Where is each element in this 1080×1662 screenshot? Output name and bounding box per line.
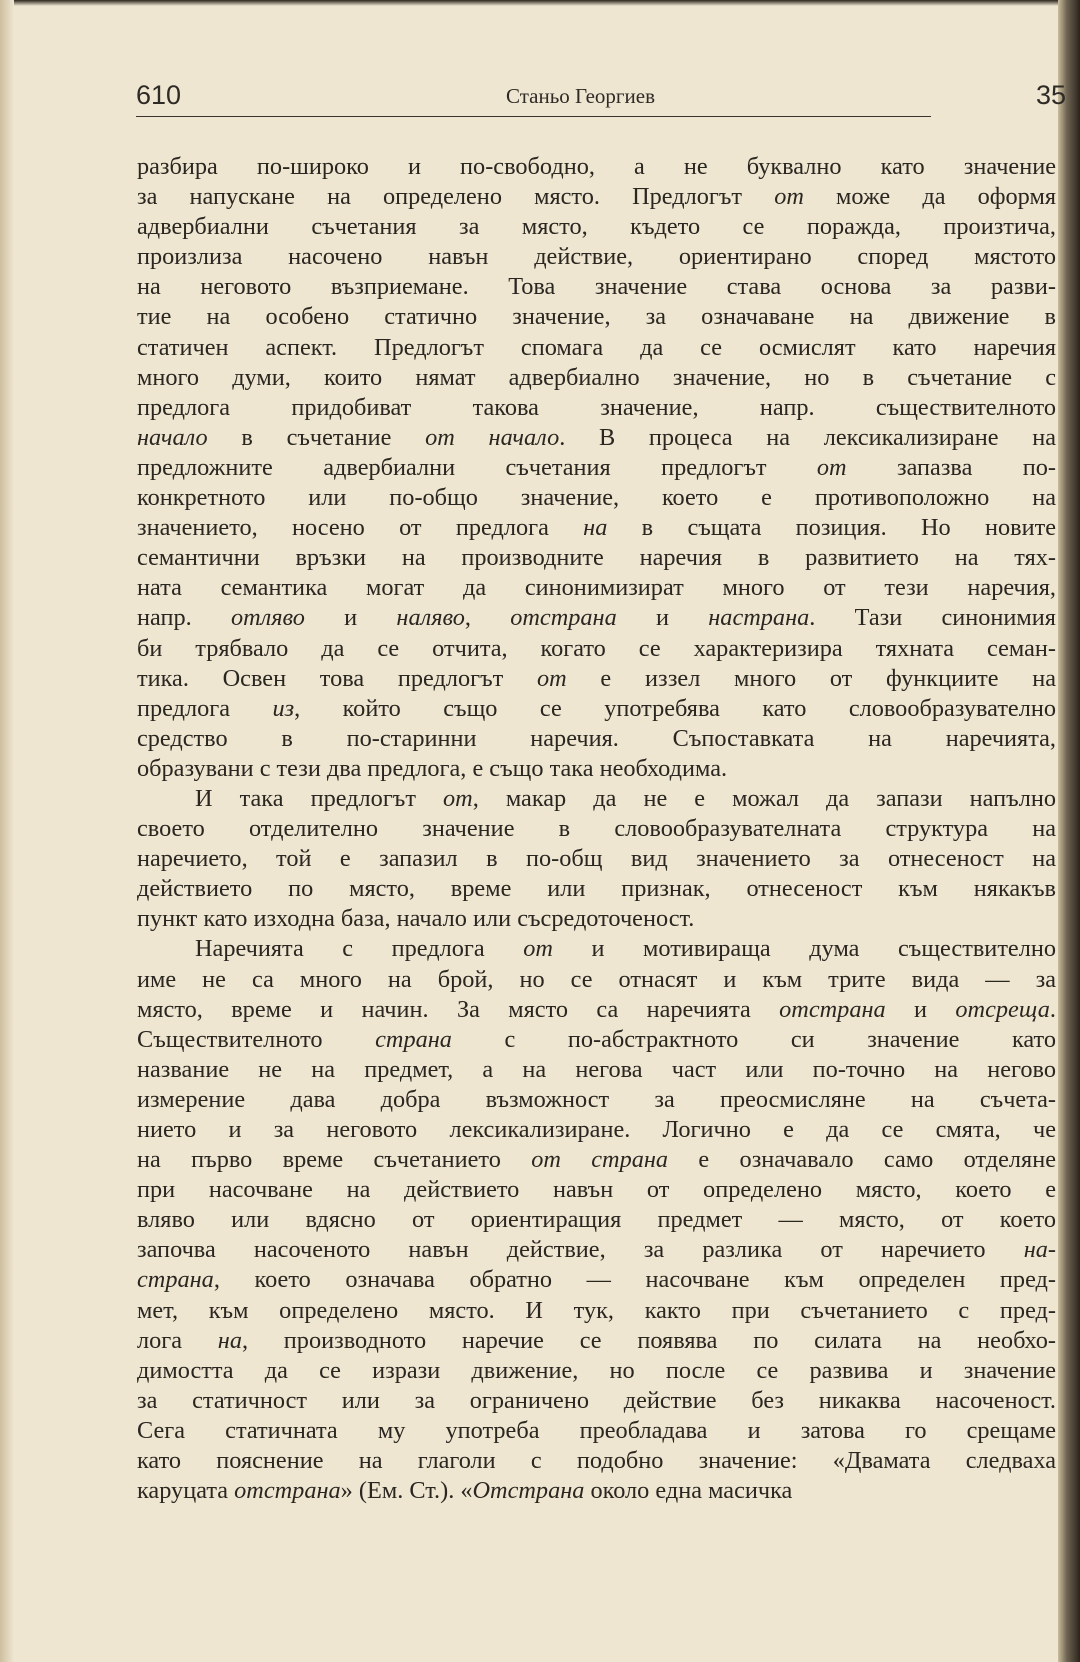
text-line <box>137 393 1056 423</box>
facing-page-number: 35 <box>1036 80 1067 110</box>
text-line <box>137 1145 1056 1175</box>
text-line <box>137 1265 1056 1295</box>
text-run: ната семантика могат да синонимизират много от тези наречия, <box>137 574 1056 602</box>
text-run: с по-абстрактното си значение като <box>451 1025 1056 1053</box>
page-left-edge-shadow <box>0 0 14 1662</box>
text-line <box>137 995 1056 1025</box>
text-line <box>137 1085 1056 1115</box>
text-run: название не на предмет, а на негова част или по-точно на негово <box>137 1055 1056 1083</box>
italic-term: от <box>537 664 567 692</box>
text-line <box>137 1235 1056 1265</box>
text-line <box>137 965 1056 995</box>
italic-term: от <box>523 935 553 963</box>
text-run: семантични връзки на производните наречия в развитието на тях- <box>137 544 1056 572</box>
italic-term: начало <box>137 423 208 451</box>
text-run: каруцата <box>137 1477 235 1505</box>
text-line <box>137 423 1056 453</box>
text-line <box>137 603 1056 633</box>
italic-term: от <box>443 784 473 812</box>
text-line <box>137 814 1056 844</box>
text-run: на първо време съчетанието <box>137 1146 532 1174</box>
text-line <box>137 152 1056 182</box>
text-run: своето отделително значение в словообразувателната структура на <box>137 815 1056 843</box>
text-line <box>137 904 1056 934</box>
text-line <box>137 242 1056 272</box>
text-run: в същата позиция. Но новите <box>607 514 1057 542</box>
text-line <box>137 513 1056 543</box>
text-line <box>137 844 1056 874</box>
text-line <box>137 333 1056 363</box>
text-line <box>137 483 1056 513</box>
text-run: и мотивираща дума съществително <box>552 935 1056 963</box>
text-run: тика. Освен това предлогът <box>137 664 538 692</box>
text-run: , което означава обратно — насочване към определен пред- <box>213 1266 1056 1294</box>
book-spine-shadow <box>1058 0 1080 1662</box>
text-run: и <box>616 604 709 632</box>
text-run: статичен аспект. Предлогът спомага да се осмислят като наречия <box>137 333 1056 361</box>
text-run: като пояснение на глаголи с подобно значение: «Двамата следваха <box>137 1447 1056 1475</box>
text-run: Сега статичната му употреба преобладава и затова го срещаме <box>137 1416 1056 1444</box>
text-run: нието и за неговото лексикализиране. Логично е да се смята, че <box>137 1116 1056 1143</box>
text-line <box>137 182 1056 212</box>
italic-term: от <box>774 183 804 211</box>
text-run: за статичност или за ограничено действие без никаква насоченост. <box>137 1386 1056 1414</box>
paragraph <box>137 934 1056 1506</box>
text-run: би трябвало да се отчита, когато се характеризира тяхната семан- <box>137 634 1056 662</box>
text-run: вляво или вдясно от ориентиращия предмет — място, от което <box>137 1206 1056 1234</box>
text-line <box>137 1025 1056 1055</box>
text-line <box>137 1296 1056 1326</box>
text-run: Съществителното <box>137 1025 376 1053</box>
text-line <box>137 634 1056 664</box>
text-line <box>137 724 1056 754</box>
text-run: наречието, той е запазил в по-общ вид значението за отнесеност на <box>137 845 1056 873</box>
text-line <box>137 1326 1056 1356</box>
text-line <box>137 1205 1056 1235</box>
text-run: място, време и начин. За място са наречията <box>137 995 780 1023</box>
running-title-author: Станьо Георгиев <box>506 84 655 108</box>
italic-term: на <box>583 514 608 542</box>
text-run: може да оформя <box>803 183 1056 211</box>
text-line <box>137 573 1056 603</box>
text-line <box>137 1416 1056 1446</box>
text-run: запазва по- <box>846 453 1056 481</box>
page-number: 610 <box>136 80 182 110</box>
text-run: при насочване на действието навън от определено място, което е <box>137 1176 1056 1204</box>
text-line <box>137 664 1056 694</box>
text-run: разбира по-широко и по-свободно, а не буквално като значение <box>137 153 1056 180</box>
text-run: адвербиални съчетания за място, където се поражда, произтича, <box>137 213 1056 241</box>
text-run: произлиза насочено навън действие, ориентирано според мястото <box>137 243 1056 271</box>
header-rule <box>136 116 931 117</box>
italic-term: от страна <box>531 1146 669 1174</box>
text-run: средство в по-старинни наречия. Съпоставката на наречията, <box>137 724 1056 752</box>
running-head <box>136 74 1068 114</box>
text-line <box>137 363 1056 393</box>
text-line <box>137 1446 1056 1476</box>
italic-term: от начало <box>425 423 560 451</box>
italic-term: наляво <box>396 604 465 632</box>
italic-term: отляво <box>230 604 305 632</box>
text-line <box>137 784 1056 814</box>
italic-term: настрана <box>708 604 810 632</box>
text-run: много думи, които нямат адвербиално значение, но в съчетание с <box>137 363 1056 391</box>
text-run: мет, към определено място. И тук, както при съчетанието с пред- <box>137 1296 1056 1324</box>
text-run: в съчетание <box>207 423 426 451</box>
text-run: предлога придобиват такова значение, напр. съществителното <box>137 393 1056 421</box>
page-top-edge <box>0 0 1080 6</box>
text-run: предложните адвербиални съчетания предлогът <box>137 453 817 481</box>
text-line <box>137 302 1056 332</box>
italic-term: страна <box>137 1266 214 1294</box>
text-run: напр. <box>137 604 231 632</box>
text-run: , производното наречие се появява по силата на необхо- <box>241 1326 1056 1354</box>
text-run: образувани с тези два предлога, е също така необходима. <box>137 754 728 782</box>
text-run: лога <box>137 1326 218 1354</box>
text-run: е означавало само отделяне <box>668 1146 1056 1174</box>
text-run: измерение дава добра възможност за преосмисляне на съчета- <box>137 1085 1056 1113</box>
text-run: димостта да се изрази движение, но после се развива и значение <box>137 1356 1056 1384</box>
text-run: на неговото възприемане. Това значение става основа за разви- <box>137 273 1056 301</box>
text-line <box>137 1386 1056 1416</box>
paragraph <box>137 152 1056 784</box>
text-line <box>137 1476 1056 1506</box>
text-run: е иззел много от функциите на <box>566 664 1056 692</box>
text-run: , <box>464 604 511 632</box>
text-line <box>137 212 1056 242</box>
italic-term: отстрана <box>234 1477 341 1505</box>
text-run: тие на особено статично значение, за означаване на движение в <box>137 303 1056 331</box>
text-run: пункт като изходна база, начало или съсредоточеност. <box>137 905 695 933</box>
text-line <box>137 934 1056 964</box>
text-run: около една масичка <box>584 1477 793 1505</box>
text-run: и <box>885 995 956 1023</box>
italic-term: на- <box>1023 1236 1056 1264</box>
text-run: . В процеса на лексикализиране на <box>559 423 1056 451</box>
text-line <box>137 1175 1056 1205</box>
italic-term: отстрана <box>510 604 617 632</box>
italic-term: из <box>272 694 295 722</box>
text-run: действието по място, време или признак, отнесеност към някакъв <box>137 875 1056 903</box>
text-line <box>137 754 1056 784</box>
italic-term: отсреща <box>955 995 1050 1023</box>
text-run: » (Ем. Ст.). « <box>340 1477 473 1505</box>
text-run: Наречията с предлога <box>195 935 524 963</box>
text-line <box>137 1356 1056 1386</box>
text-line <box>137 1055 1056 1085</box>
text-line <box>137 694 1056 724</box>
text-line <box>137 543 1056 573</box>
text-run: , който също се употребява като словообразувателно <box>294 694 1056 722</box>
text-run: значението, носено от предлога <box>137 514 584 542</box>
italic-term: Отстрана <box>472 1477 585 1505</box>
text-run: . Тази синонимия <box>809 604 1056 632</box>
text-line <box>137 453 1056 483</box>
text-line <box>137 1115 1056 1145</box>
text-run: И така предлогът <box>195 784 444 812</box>
text-run: за напускане на определено място. Предлогът <box>137 183 775 211</box>
text-run: предлога <box>137 694 273 722</box>
text-run: , макар да не е можал да запази напълно <box>472 784 1056 812</box>
text-run: започва насоченото навън действие, за разлика от наречието <box>137 1236 1024 1264</box>
text-run: . <box>1049 995 1056 1023</box>
italic-term: отстрана <box>779 995 886 1023</box>
text-run: и <box>304 604 397 632</box>
italic-term: на <box>217 1326 242 1354</box>
body-text <box>137 152 1056 1506</box>
paragraph <box>137 784 1056 934</box>
text-line <box>137 874 1056 904</box>
text-run: име не са много на брой, но се отнасят и към трите вида — за <box>137 965 1056 993</box>
text-line <box>137 272 1056 302</box>
text-run: конкретното или по-общо значение, което е противоположно на <box>137 484 1056 512</box>
italic-term: страна <box>375 1025 452 1053</box>
italic-term: от <box>816 453 847 481</box>
